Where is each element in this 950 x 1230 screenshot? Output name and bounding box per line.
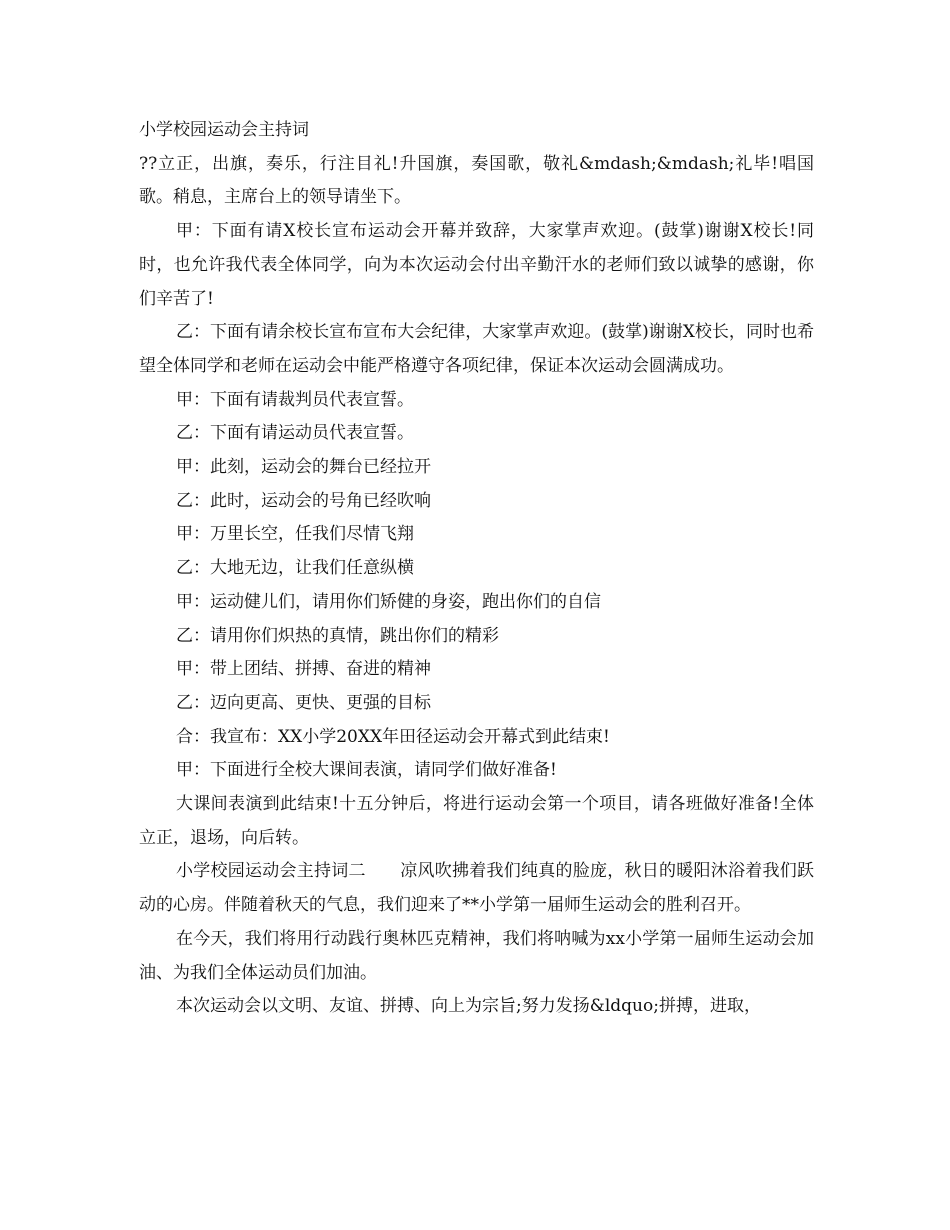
paragraph: 合：我宣布：XX小学20XX年田径运动会开幕式到此结束! — [176, 726, 610, 747]
paragraph: 甲：万里长空，任我们尽情飞翔 — [176, 524, 414, 545]
paragraph: 乙：大地无边，让我们任意纵横 — [176, 558, 414, 579]
paragraph: 乙：下面有请余校长宣布宣布大会纪律，大家掌声欢迎。(鼓掌)谢谢X校长，同时也希望全体同学和老师在运动会中能严格遵守各项纪律，保证本次运动会圆满成功。 — [139, 322, 814, 376]
paragraph: 甲：下面有请X校长宣布运动会开幕并致辞，大家掌声欢迎。(鼓掌)谢谢X校长!同时，也允许我代表全体同学，向为本次运动会付出辛勤汗水的老师们致以诚挚的感谢，你们辛苦了! — [139, 221, 814, 309]
paragraph: 大课间表演到此结束!十五分钟后，将进行运动会第一个项目，请各班做好准备!全体立正，退场，向后转。 — [139, 794, 814, 848]
paragraph: 乙：请用你们炽热的真情，跳出你们的精彩 — [176, 625, 499, 646]
paragraph: 在今天，我们将用行动践行奥林匹克精神，我们将呐喊为xx小学第一届师生运动会加油、为我们全体运动员们加油。 — [139, 928, 814, 983]
paragraph: 乙：迈向更高、更快、更强的目标 — [176, 692, 431, 713]
paragraph: 甲：运动健儿们，请用你们矫健的身姿，跑出你们的自信 — [176, 591, 601, 612]
paragraph: 甲：带上团结、拼搏、奋进的精神 — [176, 659, 431, 680]
document-title: 小学校园运动会主持词 — [139, 120, 309, 140]
paragraph: 甲：下面有请裁判员代表宣誓。 — [176, 389, 414, 410]
paragraph: 小学校园运动会主持词二 凉风吹拂着我们纯真的脸庞，秋日的暖阳沐浴着我们跃动的心房。伴随着秋天的气息，我们迎来了**小学第一届师生运动会的胜利召开。 — [139, 861, 814, 916]
paragraph: 甲：下面进行全校大课间表演，请同学们做好准备! — [176, 760, 557, 781]
document-body — [139, 114, 814, 1024]
paragraph: 乙：下面有请运动员代表宣誓。 — [176, 423, 414, 444]
paragraph: 本次运动会以文明、友谊、拼搏、向上为宗旨;努力发扬&ldquo;拼搏，进取， — [176, 996, 761, 1017]
paragraph: ??立正，出旗，奏乐，行注目礼!升国旗，奏国歌，敬礼&mdash;&mdash;礼毕!唱国歌。稍息，主席台上的领导请坐下。 — [139, 153, 814, 208]
paragraph: 甲：此刻，运动会的舞台已经拉开 — [176, 457, 431, 478]
paragraph: 乙：此时，运动会的号角已经吹响 — [176, 490, 431, 511]
